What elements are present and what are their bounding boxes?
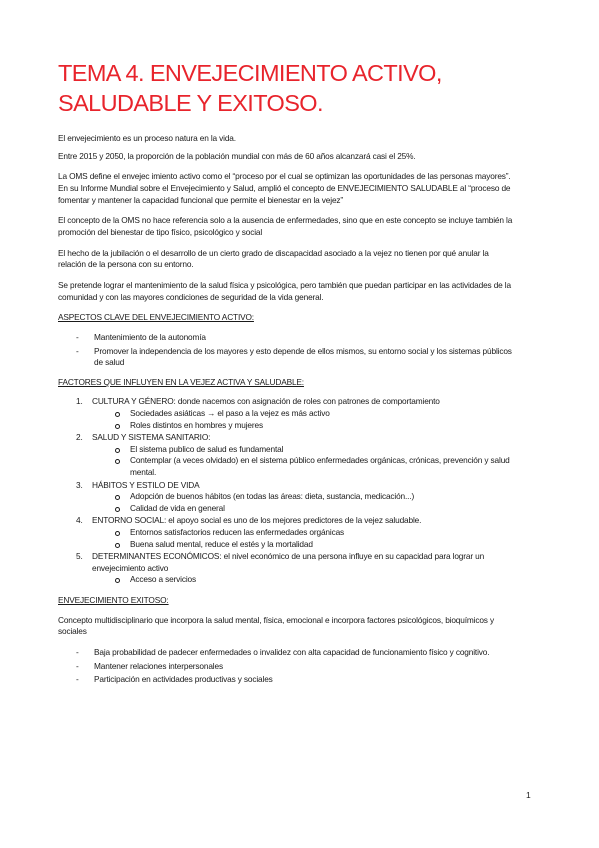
sub-item: Buena salud mental, reduce el estés y la mortalidad — [92, 539, 514, 551]
list-item: - Baja probabilidad de padecer enfermedades o invalidez con alta capacidad de funcionamiento físico y cognitivo. — [58, 647, 514, 659]
factor-text: ENTORNO SOCIAL: el apoyo social es uno de los mejores predictores de la vejez saludable. — [92, 515, 422, 526]
sub-item: Entornos satisfactorios reducen las enfermedades orgánicas — [92, 527, 514, 539]
factors-list — [58, 396, 514, 586]
sub-item: Roles distintos en hombres y mujeres — [92, 420, 514, 432]
document-title — [58, 58, 558, 118]
factor-item — [58, 480, 514, 515]
list-number: 4. — [76, 515, 83, 526]
paragraph: La OMS define el envejec imiento activo como el “proceso por el cual se optimizan las oportunidades de las personas mayores”. En su Informe Mundial sobre el Envejecimiento y Salud, amplió el concepto de ENVEJECIMIENTO SALUDABLE al “proceso de fomentar y mantener la capacidad funcional que permite el bienestar en la vejez” — [58, 171, 511, 205]
paragraph: Entre 2015 y 2050, la proporción de la población mundial con más de 60 años alcanzará casi el 25%. — [58, 150, 416, 161]
factor-text: SALUD Y SISTEMA SANITARIO: — [92, 432, 211, 443]
list-number: 2. — [76, 432, 83, 443]
paragraph: Concepto multidisciplinario que incorpora la salud mental, física, emocional e incorpora factores psicológicos, bioquímicos y sociales — [58, 614, 494, 637]
section-heading-key-aspects: ASPECTOS CLAVE DEL ENVEJECIMIENTO ACTIVO: — [58, 312, 254, 323]
document-body — [58, 133, 514, 694]
title-line-1: TEMA 4. ENVEJECIMIENTO ACTIVO, — [58, 60, 442, 86]
sub-item: Acceso a servicios — [92, 574, 514, 586]
key-aspects-list — [58, 332, 514, 369]
list-number: 3. — [76, 479, 83, 490]
sub-item: Adopción de buenos hábitos (en todas las áreas: dieta, sustancia, medicación...) — [92, 491, 514, 503]
list-item: - Promover la independencia de los mayores y esto depende de ellos mismos, su entorno social y los sistemas públicos de salud — [58, 346, 514, 369]
list-item: - Mantener relaciones interpersonales — [58, 661, 514, 673]
factor-text: DETERMINANTES ECONÓMICOS: el nivel económico de una persona influye en su capacidad para lograr un envejecimiento activo — [92, 551, 485, 573]
factor-item — [58, 551, 514, 586]
list-number: 1. — [76, 396, 83, 407]
paragraph: El hecho de la jubilación o el desarrollo de un cierto grado de discapacidad asociado a la vejez no tienen por qué anular la relación de la persona con su entorno. — [58, 247, 489, 270]
list-item: - Participación en actividades productivas y sociales — [58, 674, 514, 686]
sub-list — [92, 408, 514, 431]
sub-item: El sistema publico de salud es fundamental — [92, 444, 514, 456]
list-number: 5. — [76, 551, 83, 562]
paragraph: El envejecimiento es un proceso natura en la vida. — [58, 133, 236, 143]
page-number: 1 — [526, 790, 531, 800]
sub-list — [92, 444, 514, 479]
factor-item — [58, 432, 514, 478]
factor-item — [58, 515, 514, 550]
sub-list — [92, 527, 514, 550]
factor-text: HÁBITOS Y ESTILO DE VIDA — [92, 479, 200, 490]
paragraph: Se pretende lograr el mantenimiento de la salud física y psicológica, pero también que puedan participar en las actividades de la comunidad y con las mayores condiciones de seguridad de la vida general. — [58, 280, 511, 302]
paragraph: El concepto de la OMS no hace referencia solo a la ausencia de enfermedades, sino que en este concepto se incluye también la promoción del bienestar de tipo físico, psicológico y social — [58, 215, 513, 237]
title-line-2: SALUDABLE Y EXITOSO. — [58, 90, 323, 116]
successful-list — [58, 647, 514, 686]
sub-item: Calidad de vida en general — [92, 503, 514, 515]
sub-list — [92, 574, 514, 586]
section-heading-factors: FACTORES QUE INFLUYEN EN LA VEJEZ ACTIVA Y SALUDABLE: — [58, 376, 304, 387]
list-item: - Mantenimiento de la autonomía — [58, 332, 514, 344]
section-heading-successful: ENVEJECIMIENTO EXITOSO: — [58, 594, 169, 605]
sub-list — [92, 491, 514, 514]
sub-item: Sociedades asiáticas → el paso a la vejez es más activo — [92, 408, 514, 420]
factor-item — [58, 396, 514, 431]
factor-text: CULTURA Y GÉNERO: donde nacemos con asignación de roles con patrones de comportamiento — [92, 396, 440, 407]
sub-item: Contemplar (a veces olvidado) en el sistema público enfermedades orgánicas, crónicas, prevención y salud mental. — [92, 455, 514, 478]
